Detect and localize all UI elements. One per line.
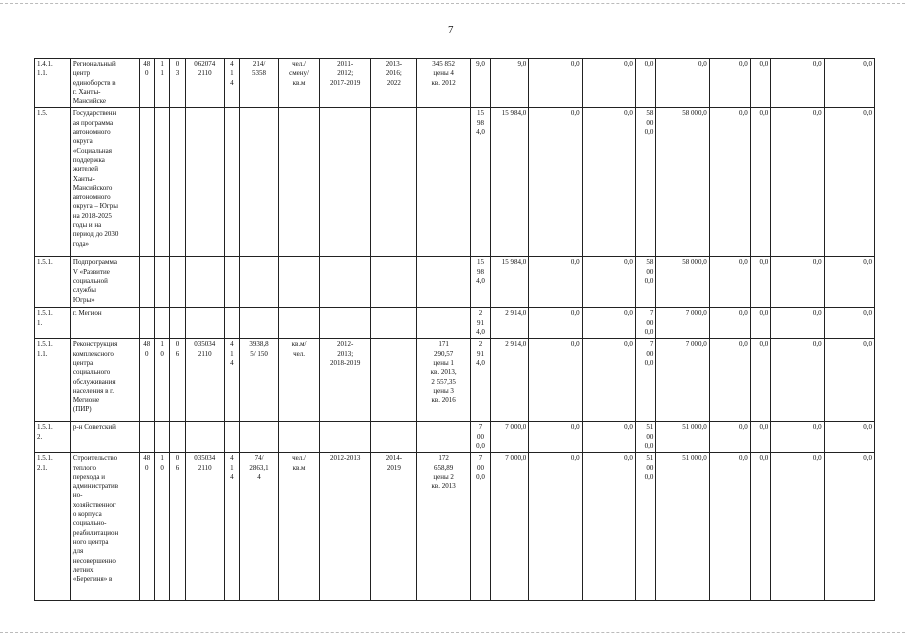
table-cell: 15 98 4,0 — [470, 257, 491, 308]
table-cell: 51 000,0 — [656, 453, 709, 601]
table-cell: 0,0 — [750, 308, 771, 339]
table-cell: 0,0 — [750, 422, 771, 453]
table-cell: чел./ смену/ кв.м — [279, 59, 320, 108]
table-cell: 0,0 — [750, 59, 771, 108]
table-cell: 58 000,0 — [656, 108, 709, 257]
table-row — [35, 59, 875, 108]
table-cell: 2 914,0 — [491, 308, 529, 339]
table-cell: 2 91 4,0 — [470, 308, 491, 339]
table-cell: 48 0 — [139, 453, 154, 601]
table-cell: 0,0 — [709, 308, 750, 339]
table-cell — [154, 422, 169, 453]
row-code-cell: 1.5.1. 2. — [35, 422, 71, 453]
table-cell: 0,0 — [771, 339, 824, 422]
table-cell — [224, 108, 239, 257]
table-cell — [417, 108, 470, 257]
row-code-cell: 1.5.1. 2.1. — [35, 453, 71, 601]
table-cell: 4 1 4 — [224, 339, 239, 422]
table-cell: 214/ 5358 — [240, 59, 279, 108]
table-cell — [224, 257, 239, 308]
table-cell: 035034 2110 — [185, 339, 224, 422]
table-cell: 1 0 — [154, 453, 169, 601]
table-cell: 0 3 — [170, 59, 185, 108]
table-cell — [185, 308, 224, 339]
table-cell: 0,0 — [771, 257, 824, 308]
table-cell — [139, 422, 154, 453]
table-cell — [240, 108, 279, 257]
row-name-cell: Строительство теплого перехода и административ но- хозяйственног о корпуса социально- реабилитацион ного центра для несовершенно летних «Берегиня» в — [70, 453, 139, 601]
table-cell: 062074 2110 — [185, 59, 224, 108]
table-cell: 0,0 — [750, 257, 771, 308]
table-cell: 58 00 0,0 — [635, 257, 656, 308]
table-cell: 2012- 2013; 2018-2019 — [320, 339, 371, 422]
table-cell — [240, 257, 279, 308]
table-cell — [417, 422, 470, 453]
table-cell — [371, 422, 417, 453]
table-cell: 58 00 0,0 — [635, 108, 656, 257]
table-cell: 7 000,0 — [656, 308, 709, 339]
table-cell: 0,0 — [771, 59, 824, 108]
table-cell — [279, 422, 320, 453]
table-cell — [139, 308, 154, 339]
table-cell — [320, 257, 371, 308]
table-cell: 7 00 0,0 — [470, 422, 491, 453]
table-cell: 9,0 — [491, 59, 529, 108]
table-cell: 0,0 — [582, 257, 635, 308]
table-cell: 0,0 — [582, 339, 635, 422]
row-name-cell: Подпрограмма V «Развитие социальной службы Югры» — [70, 257, 139, 308]
table-cell: 0,0 — [582, 453, 635, 601]
table-cell — [170, 108, 185, 257]
table-cell: 0,0 — [824, 339, 874, 422]
table-cell — [154, 257, 169, 308]
table-cell — [170, 308, 185, 339]
table-cell: 4 1 4 — [224, 59, 239, 108]
table-cell: 0,0 — [529, 108, 582, 257]
table-cell: 0,0 — [824, 422, 874, 453]
table-row — [35, 453, 875, 601]
table-cell: 0,0 — [750, 108, 771, 257]
table-row — [35, 422, 875, 453]
table-cell: 0,0 — [582, 59, 635, 108]
table-cell: 2 91 4,0 — [470, 339, 491, 422]
table-cell: 0,0 — [709, 422, 750, 453]
table-cell — [139, 108, 154, 257]
table-cell: 3938,8 5/ 150 — [240, 339, 279, 422]
program-table — [34, 58, 875, 601]
table-cell: 2 914,0 — [491, 339, 529, 422]
table-cell: 2014- 2019 — [371, 453, 417, 601]
table-cell: 0,0 — [635, 59, 656, 108]
row-code-cell: 1.5.1. 1. — [35, 308, 71, 339]
table-cell: 7 00 0,0 — [470, 453, 491, 601]
table-cell: кв.м/ чел. — [279, 339, 320, 422]
row-name-cell: г. Мегион — [70, 308, 139, 339]
table-cell: 1 0 — [154, 339, 169, 422]
table-cell: 7 000,0 — [491, 453, 529, 601]
table-cell — [371, 108, 417, 257]
table-cell: 0,0 — [771, 108, 824, 257]
table-cell: чел./ кв.м — [279, 453, 320, 601]
table-cell: 0,0 — [656, 59, 709, 108]
table-cell: 2013- 2016; 2022 — [371, 59, 417, 108]
table-cell — [320, 422, 371, 453]
table-cell — [371, 257, 417, 308]
table-row — [35, 308, 875, 339]
table-cell: 48 0 — [139, 339, 154, 422]
table-cell: 0,0 — [750, 339, 771, 422]
table-cell: 0,0 — [529, 339, 582, 422]
table-cell — [371, 339, 417, 422]
table-cell: 0,0 — [529, 453, 582, 601]
table-cell: 0,0 — [529, 59, 582, 108]
table-cell: 2012-2013 — [320, 453, 371, 601]
table-cell: 2011- 2012; 2017-2019 — [320, 59, 371, 108]
table-cell: 0,0 — [824, 453, 874, 601]
table-cell: 1 1 — [154, 59, 169, 108]
table-cell: 0,0 — [750, 453, 771, 601]
table-cell: 7 00 0,0 — [635, 339, 656, 422]
table-cell: 0 6 — [170, 453, 185, 601]
table-cell: 7 000,0 — [491, 422, 529, 453]
table-cell: 0,0 — [709, 453, 750, 601]
table-cell — [417, 257, 470, 308]
table-cell: 48 0 — [139, 59, 154, 108]
table-cell — [279, 108, 320, 257]
page-number: 7 — [448, 24, 454, 36]
table-cell: 7 00 0,0 — [635, 308, 656, 339]
table-cell: 58 000,0 — [656, 257, 709, 308]
table-cell: 0,0 — [771, 422, 824, 453]
table-cell: 15 984,0 — [491, 108, 529, 257]
table-cell: 0,0 — [709, 108, 750, 257]
row-code-cell: 1.4.1. 1.1. — [35, 59, 71, 108]
table-cell: 0,0 — [582, 422, 635, 453]
table-cell: 0,0 — [709, 59, 750, 108]
row-name-cell: Региональный центр единоборств в г. Ханты- Мансийске — [70, 59, 139, 108]
table-cell: 0,0 — [771, 453, 824, 601]
table-cell — [139, 257, 154, 308]
table-cell — [320, 108, 371, 257]
table-cell: 0,0 — [709, 339, 750, 422]
table-cell: 172 658,89 цены 2 кв. 2013 — [417, 453, 470, 601]
table-cell — [417, 308, 470, 339]
table-cell — [279, 308, 320, 339]
table-cell — [170, 422, 185, 453]
table-cell — [185, 108, 224, 257]
table-cell — [185, 257, 224, 308]
row-name-cell: Реконструкция комплексного центра социального обслуживания населения в г. Мегионе (ПИР) — [70, 339, 139, 422]
table-cell — [170, 257, 185, 308]
table-cell — [224, 422, 239, 453]
table-cell: 0,0 — [582, 308, 635, 339]
table-cell: 0,0 — [771, 308, 824, 339]
table-row — [35, 108, 875, 257]
table-cell: 0,0 — [824, 257, 874, 308]
table-cell: 0,0 — [582, 108, 635, 257]
table-cell: 4 1 4 — [224, 453, 239, 601]
table-cell — [320, 308, 371, 339]
row-code-cell: 1.5. — [35, 108, 71, 257]
table-cell: 171 290,57 цены 1 кв. 2013, 2 557,35 цены 3 кв. 2016 — [417, 339, 470, 422]
table-cell: 15 984,0 — [491, 257, 529, 308]
table-cell: 51 000,0 — [656, 422, 709, 453]
row-name-cell: Государственн ая программа автономного округа «Социальная поддержка жителей Ханты- Мансийского автономного округа – Югры на 2018-2025 годы и на период до 2030 года» — [70, 108, 139, 257]
table-cell — [154, 308, 169, 339]
table-cell: 74/ 2863,1 4 — [240, 453, 279, 601]
table-row — [35, 339, 875, 422]
table-cell: 0,0 — [824, 308, 874, 339]
table-cell: 0 6 — [170, 339, 185, 422]
table-cell — [279, 257, 320, 308]
row-code-cell: 1.5.1. — [35, 257, 71, 308]
table-cell — [154, 108, 169, 257]
table-cell: 0,0 — [824, 59, 874, 108]
row-code-cell: 1.5.1. 1.1. — [35, 339, 71, 422]
table-cell: 0,0 — [529, 308, 582, 339]
row-name-cell: р-н Советский — [70, 422, 139, 453]
table-cell: 0,0 — [529, 422, 582, 453]
table-cell — [224, 308, 239, 339]
table-cell — [185, 422, 224, 453]
table-cell: 0,0 — [529, 257, 582, 308]
table-cell: 15 98 4,0 — [470, 108, 491, 257]
scan-edge-bottom — [0, 632, 905, 633]
table-row — [35, 257, 875, 308]
table-cell: 035034 2110 — [185, 453, 224, 601]
table-cell: 0,0 — [709, 257, 750, 308]
table-cell: 0,0 — [824, 108, 874, 257]
table-cell: 7 000,0 — [656, 339, 709, 422]
scan-edge-top — [0, 3, 905, 4]
table-cell — [240, 308, 279, 339]
table-cell — [240, 422, 279, 453]
table-cell: 51 00 0,0 — [635, 422, 656, 453]
table-cell — [371, 308, 417, 339]
table-cell: 345 852 цены 4 кв. 2012 — [417, 59, 470, 108]
table-cell: 9,0 — [470, 59, 491, 108]
table-cell: 51 00 0,0 — [635, 453, 656, 601]
